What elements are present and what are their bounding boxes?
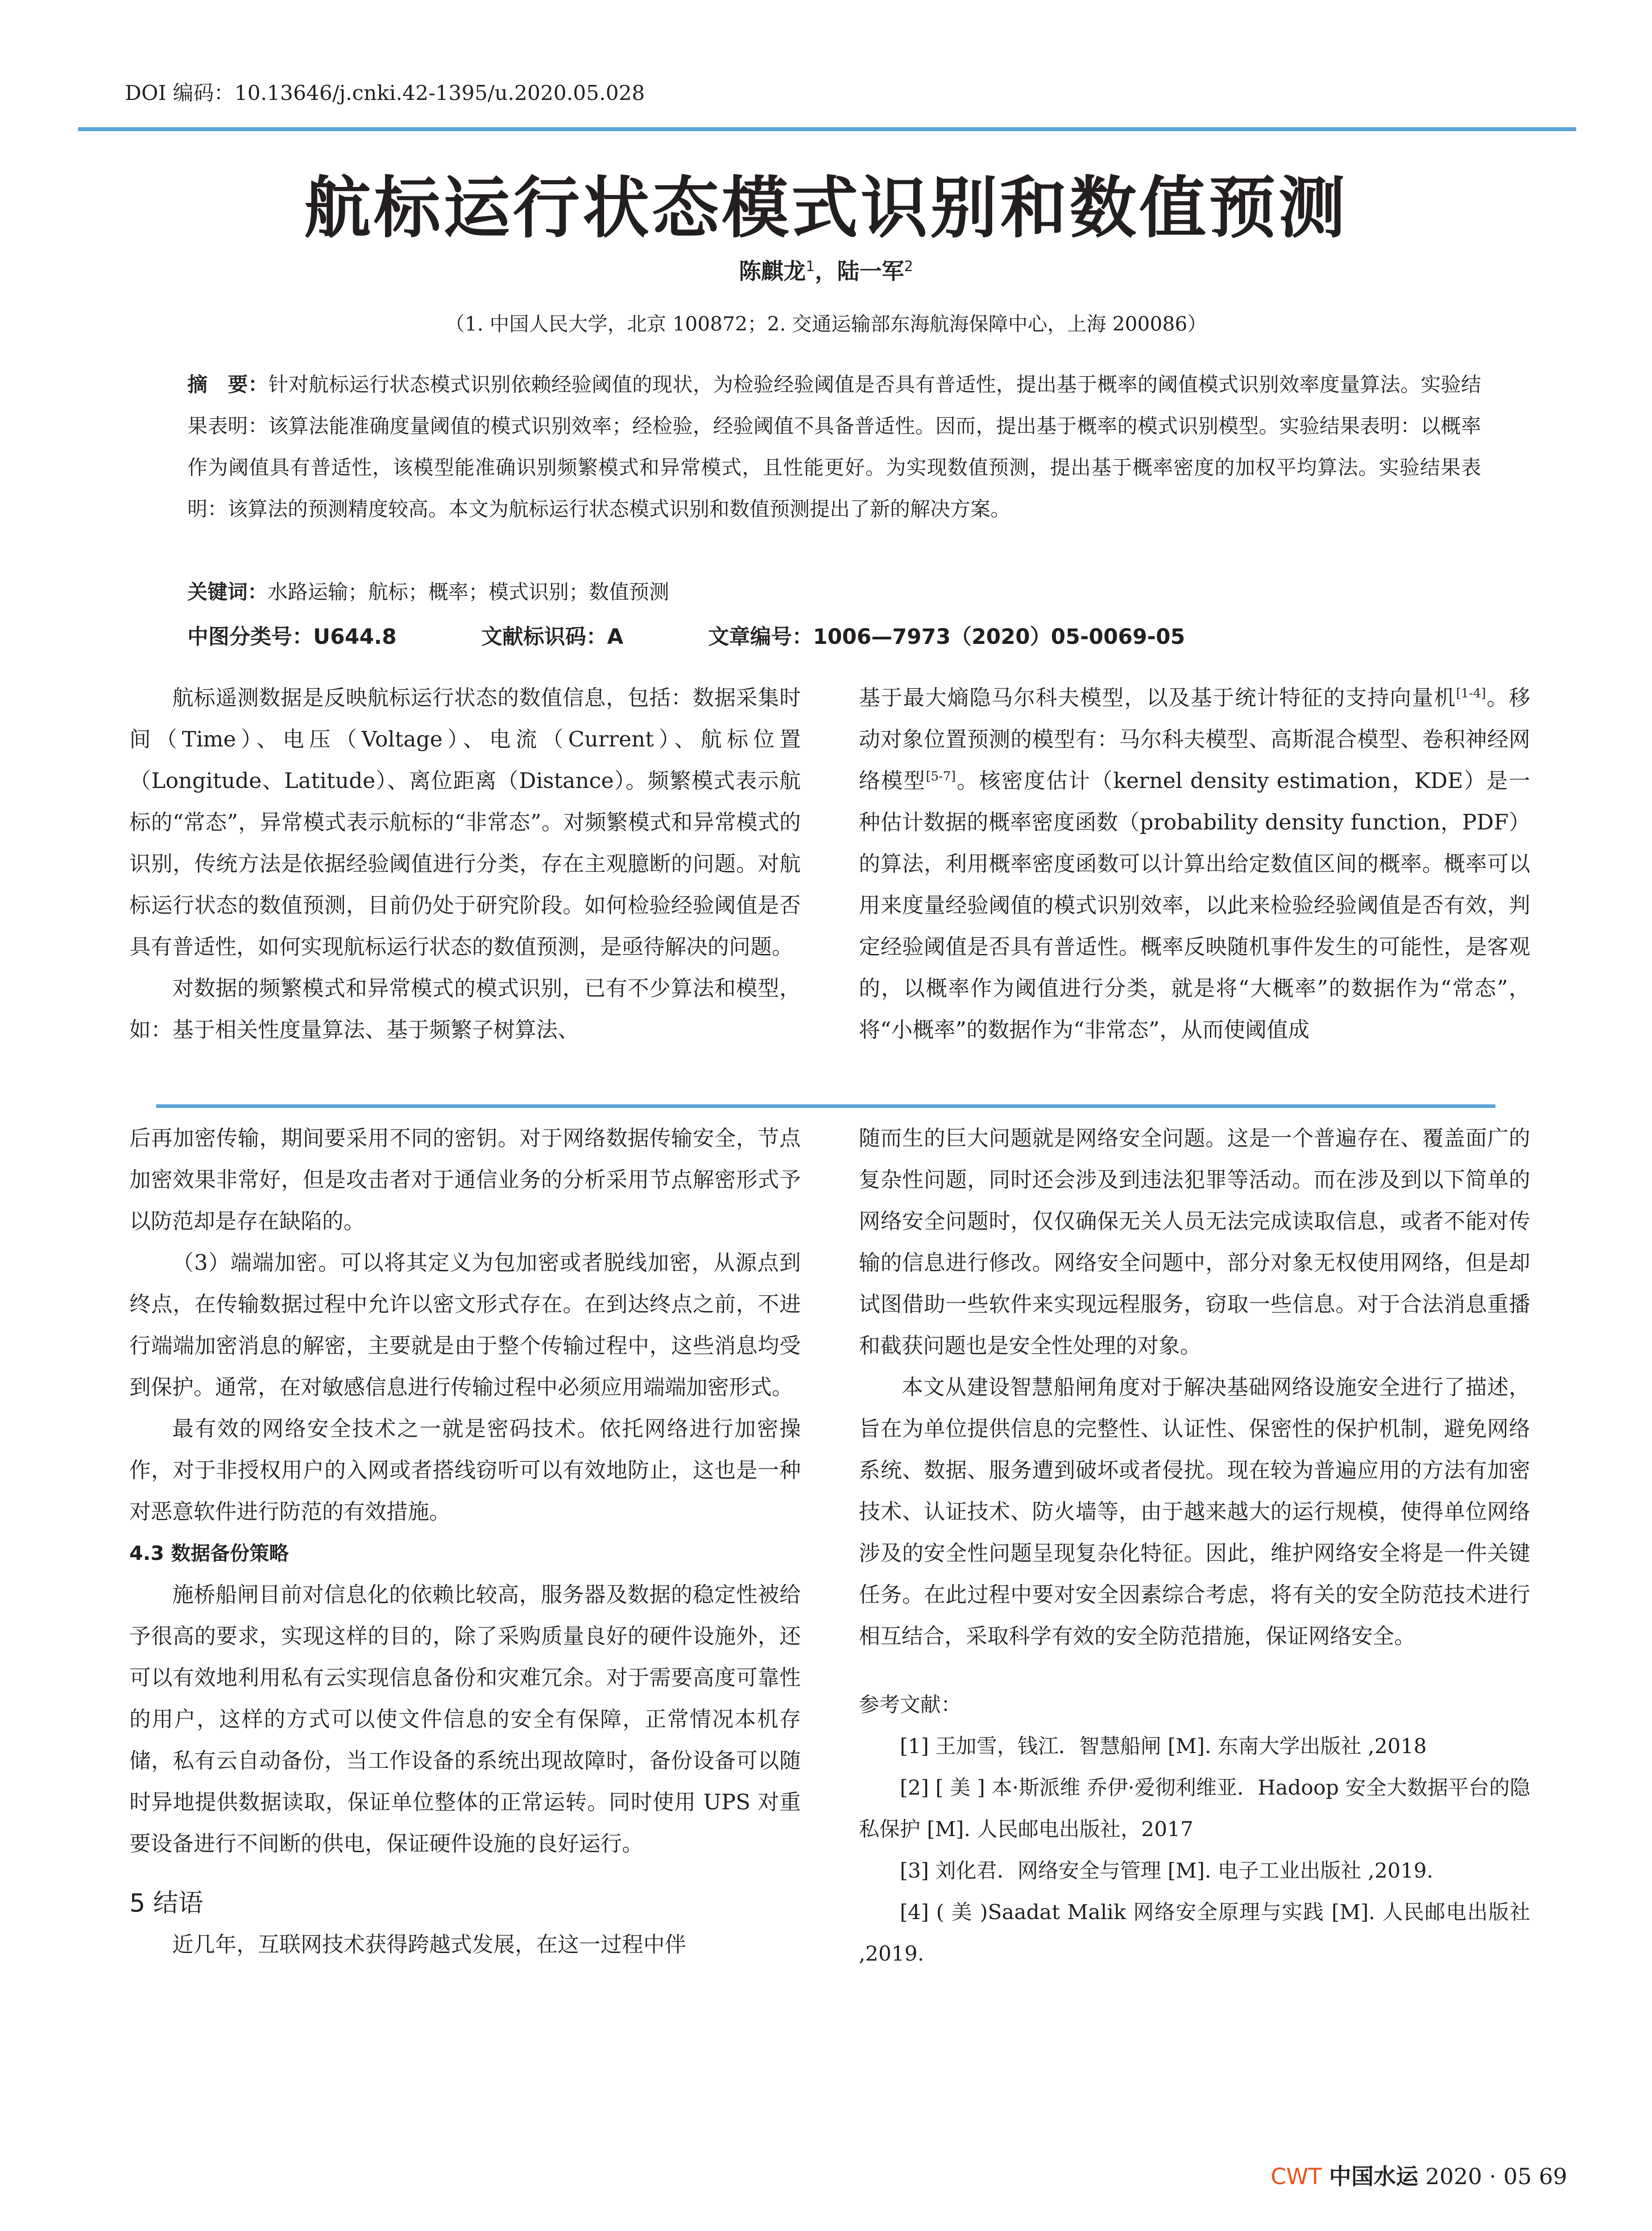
abstract-text: 针对航标运行状态模式识别依赖经验阈值的现状，为检验经验阈值是否具有普适性，提出基于概率的阈值模式识别效率度量算法。实验结果表明：该算法能准确度量阈值的模式识别效率；经检验，经验阈值不具备普适性。因而，提出基于概率的模式识别模型。实验结果表明：以概率作为阈值具有普适性，该模型能准确识别频繁模式和异常模式，且性能更好。为实现数值预测，提出基于概率密度的加权平均算法。实验结果表明：该算法的预测精度较高。本文为航标运行状态模式识别和数值预测提出了新的解决方案。 [187,373,1481,521]
paragraph: 施桥船闸目前对信息化的依赖比较高，服务器及数据的稳定性被给予很高的要求，实现这样的目的，除了采购质量良好的硬件设施外，还可以有效地利用私有云实现信息备份和灾难冗余。对于需要高度可靠性的用户，这样的方式可以使文件信息的安全有保障，正常情况本机存储，私有云自动备份，当工作设备的系统出现故障时，备份设备可以随时异地提供数据读取，保证单位整体的正常运转。同时使用 UPS 对重要设备进行不间断的供电，保证硬件设施的良好运行。 [129,1582,801,1856]
classification-line [187,620,1270,650]
issue-number: 2020 · 05 [1425,2164,1532,2190]
keywords-text: 水路运输；航标；概率；模式识别；数值预测 [268,580,670,604]
author-separator: ， [815,258,837,284]
magazine-name: 中国水运 [1329,2164,1418,2190]
text-run: 。移动对象位置预测的模型有：马尔科夫模型、高斯混合模型、卷积神经网络模型 [859,685,1530,793]
article-number: 文章编号：1006—7973（2020）05-0069-05 [708,625,1185,649]
page-footer [1271,2159,1567,2191]
paragraph: 随而生的巨大问题就是网络安全问题。这是一个普遍存在、覆盖面广的复杂性问题，同时还会涉及到违法犯罪等活动。而在涉及到以下简单的网络安全问题时，仅仅确保无关人员无法完成读取信息，或者不能对传输的信息进行修改。网络安全问题中，部分对象无权使用网络，但是却试图借助一些软件来实现远程服务，窃取一些信息。对于合法消息重播和截获问题也是安全性处理的对象。 [859,1126,1530,1358]
author-2-affil-mark: 2 [904,257,913,275]
author-2: 陆一军 [837,258,904,284]
brand-logo: CWT [1271,2164,1322,2190]
section-heading: 5 结语 [129,1889,203,1918]
lower-left-column [129,1118,801,1966]
paragraph: （3）端端加密。可以将其定义为包加密或者脱线加密，从源点到终点，在传输数据过程中允许以密文形式存在。在到达终点之前，不进行端端加密消息的解密，主要就是由于整个传输过程中，这些消息均受到保护。通常，在对敏感信息进行传输过程中必须应用端端加密形式。 [129,1250,801,1400]
paper-title: 航标运行状态模式识别和数值预测 [304,170,1348,247]
reference-item: [4] ( 美 )Saadat Malik 网络安全原理与实践 [M]. 人民邮电出版社 ,2019. [859,1900,1530,1966]
reference-item: [3] 刘化君．网络安全与管理 [M]. 电子工业出版社 ,2019. [900,1858,1433,1883]
paragraph [859,677,1530,1051]
reference-item: [1] 王加雪，钱江．智慧船闸 [M]. 东南大学出版社 ,2018 [900,1734,1427,1758]
abstract [187,364,1481,530]
page-number: 69 [1539,2164,1567,2190]
section-divider [156,1104,1495,1108]
citation: [1-4] [1456,686,1486,701]
text-run: 基于最大熵隐马尔科夫模型，以及基于统计特征的支持向量机 [859,685,1456,710]
author-line [0,253,1652,286]
paragraph: 航标遥测数据是反映航标运行状态的数值信息，包括：数据采集时间（Time）、电压（Voltage）、电流（Current）、航标位置（Longitude、Latitude）、离位距离（Distance）。频繁模式表示航标的“常态”，异常模式表示航标的“非常态”。对频繁模式和异常模式的识别，传统方法是依据经验阈值进行分类，存在主观臆断的问题。对航标运行状态的数值预测，目前仍处于研究阶段。如何检验经验阈值是否具有普适性，如何实现航标运行状态的数值预测，是亟待解决的问题。 [129,685,801,959]
abstract-label: 摘 要： [187,373,269,396]
references-heading: 参考文献： [859,1692,961,1717]
text-run: 。核密度估计（kernel density estimation，KDE）是一种估计数据的概率密度函数（probability density function，PDF）的算法，利用概率密度函数可以计算出给定数值区间的概率。概率可以用来度量经验阈值的模式识别效率，以此来检验经验阈值是否有效，判定经验阈值是否具有普适性。概率反映随机事件发生的可能性，是客观的，以概率作为阈值进行分类，就是将“大概率”的数据作为“常态”，将“小概率”的数据作为“非常态”，从而使阈值成 [859,768,1530,1042]
paragraph: 近几年，互联网技术获得跨越式发展，在这一过程中伴 [172,1932,687,1957]
keywords-label: 关键词： [187,580,268,604]
paragraph: 后再加密传输，期间要采用不同的密钥。对于网络数据传输安全，节点加密效果非常好，但是攻击者对于通信业务的分析采用节点解密形式予以防范却是存在缺陷的。 [129,1126,801,1234]
header-divider [78,127,1576,131]
citation: [5-7] [926,769,956,784]
author-1: 陈麒龙 [739,258,806,284]
upper-left-column [129,677,801,1051]
doi-line: DOI 编码：10.13646/j.cnki.42-1395/u.2020.05.028 [125,81,645,105]
upper-right-column [859,677,1530,1051]
paragraph: 最有效的网络安全技术之一就是密码技术。依托网络进行加密操作，对于非授权用户的入网或者搭线窃听可以有效地防止，这也是一种对恶意软件进行防范的有效措施。 [129,1416,801,1524]
document-code: 文献标识码：A [481,625,624,649]
author-1-affil-mark: 1 [806,257,815,275]
keywords [187,576,1481,605]
lower-right-column [859,1118,1530,1974]
affiliations: （1. 中国人民大学，北京 100872；2. 交通运输部东海航海保障中心，上海 200086） [445,313,1207,336]
reference-item: [2] [ 美 ] 本·斯派维 乔伊·爱彻利维亚．Hadoop 安全大数据平台的隐私保护 [M]. 人民邮电出版社，2017 [859,1775,1530,1841]
paragraph: 对数据的频繁模式和异常模式的模式识别，已有不少算法和模型，如：基于相关性度量算法、基于频繁子树算法、 [129,976,801,1042]
paragraph: 本文从建设智慧船闸角度对于解决基础网络设施安全进行了描述，旨在为单位提供信息的完整性、认证性、保密性的保护机制，避免网络系统、数据、服务遭到破坏或者侵扰。现在较为普遍应用的方法有加密技术、认证技术、防火墙等，由于越来越大的运行规模，使得单位网络涉及的安全性问题呈现复杂化特征。因此，维护网络安全将是一件关键任务。在此过程中要对安全因素综合考虑，将有关的安全防范技术进行相互结合，采取科学有效的安全防范措施，保证网络安全。 [859,1375,1530,1649]
section-heading: 4.3 数据备份策略 [129,1542,289,1565]
clc-number: 中图分类号：U644.8 [187,625,397,649]
